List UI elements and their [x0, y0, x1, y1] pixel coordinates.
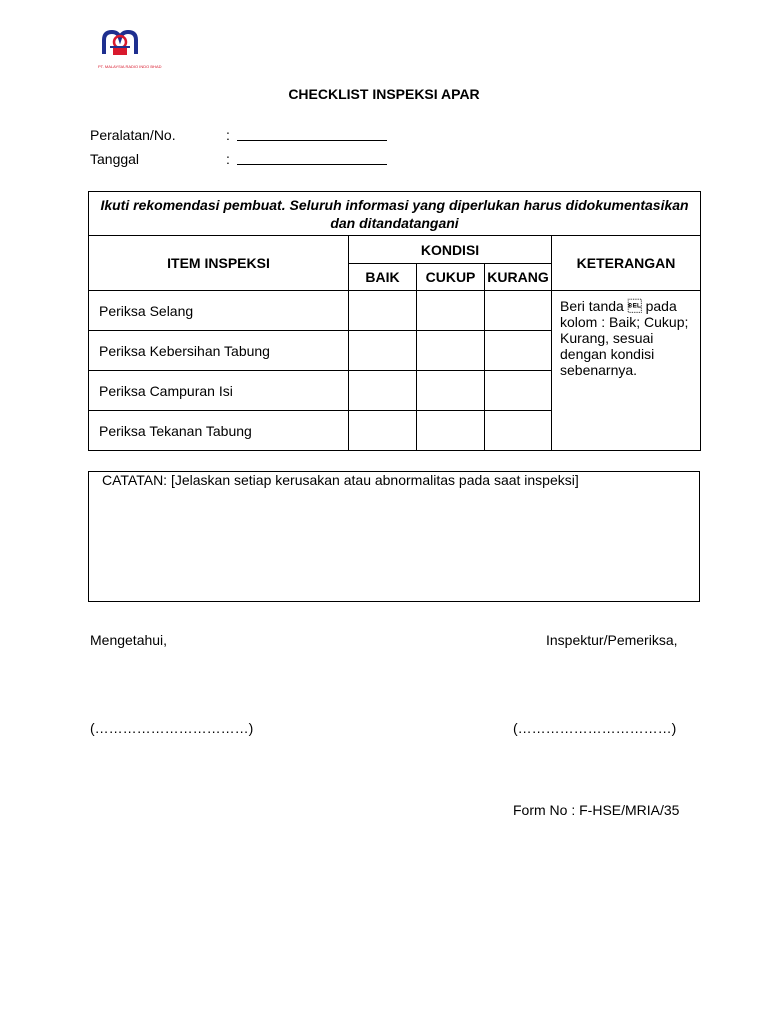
acknowledged-signature-line[interactable]: (……………………………) — [90, 720, 254, 736]
condition-col-cukup: CUKUP — [417, 264, 485, 291]
instruction-text: Ikuti rekomendasi pembuat. Seluruh informasi yang diperlukan harus didokumentasikan dan ditandatangani — [89, 192, 701, 236]
table-row — [89, 291, 701, 331]
condition-header: KONDISI — [349, 236, 552, 264]
item-label: Periksa Selang — [89, 291, 349, 331]
page-title: CHECKLIST INSPEKSI APAR — [288, 86, 480, 102]
date-field[interactable] — [237, 151, 387, 165]
date-label: Tanggal — [90, 151, 140, 167]
date-colon: : — [226, 151, 230, 167]
inspector-label: Inspektur/Pemeriksa, — [546, 632, 678, 648]
check-cell-cukup[interactable] — [417, 291, 485, 331]
check-cell-cukup[interactable] — [417, 411, 485, 451]
equipment-colon: : — [226, 127, 230, 143]
inspector-signature-line[interactable]: (……………………………) — [513, 720, 677, 736]
check-cell-cukup[interactable] — [417, 371, 485, 411]
check-cell-baik[interactable] — [349, 291, 417, 331]
check-cell-kurang[interactable] — [485, 371, 552, 411]
remarks-note: Beri tanda  pada kolom : Baik; Cukup; Kurang, sesuai dengan kondisi sebenarnya. — [552, 291, 701, 451]
check-cell-kurang[interactable] — [485, 331, 552, 371]
acknowledged-label: Mengetahui, — [90, 632, 168, 648]
condition-col-baik: BAIK — [349, 264, 417, 291]
check-cell-kurang[interactable] — [485, 291, 552, 331]
item-header: ITEM INSPEKSI — [89, 236, 349, 291]
company-logo — [98, 28, 162, 70]
equipment-label: Peralatan/No. — [90, 127, 176, 143]
inspection-table — [88, 191, 701, 451]
check-cell-baik[interactable] — [349, 331, 417, 371]
item-label: Periksa Tekanan Tabung — [89, 411, 349, 451]
form-number: Form No : F-HSE/MRIA/35 — [513, 802, 680, 818]
check-cell-baik[interactable] — [349, 411, 417, 451]
check-cell-kurang[interactable] — [485, 411, 552, 451]
remarks-header: KETERANGAN — [552, 236, 701, 291]
item-label: Periksa Kebersihan Tabung — [89, 331, 349, 371]
condition-col-kurang: KURANG — [485, 264, 552, 291]
item-label: Periksa Campuran Isi — [89, 371, 349, 411]
notes-label: CATATAN: [Jelaskan setiap kerusakan atau abnormalitas pada saat inspeksi] — [102, 472, 579, 488]
notes-box[interactable] — [88, 471, 700, 602]
check-cell-cukup[interactable] — [417, 331, 485, 371]
equipment-field[interactable] — [237, 127, 387, 141]
check-cell-baik[interactable] — [349, 371, 417, 411]
logo-caption: PT. MALAYSIA RADIO INDO BHAD — [98, 64, 162, 69]
